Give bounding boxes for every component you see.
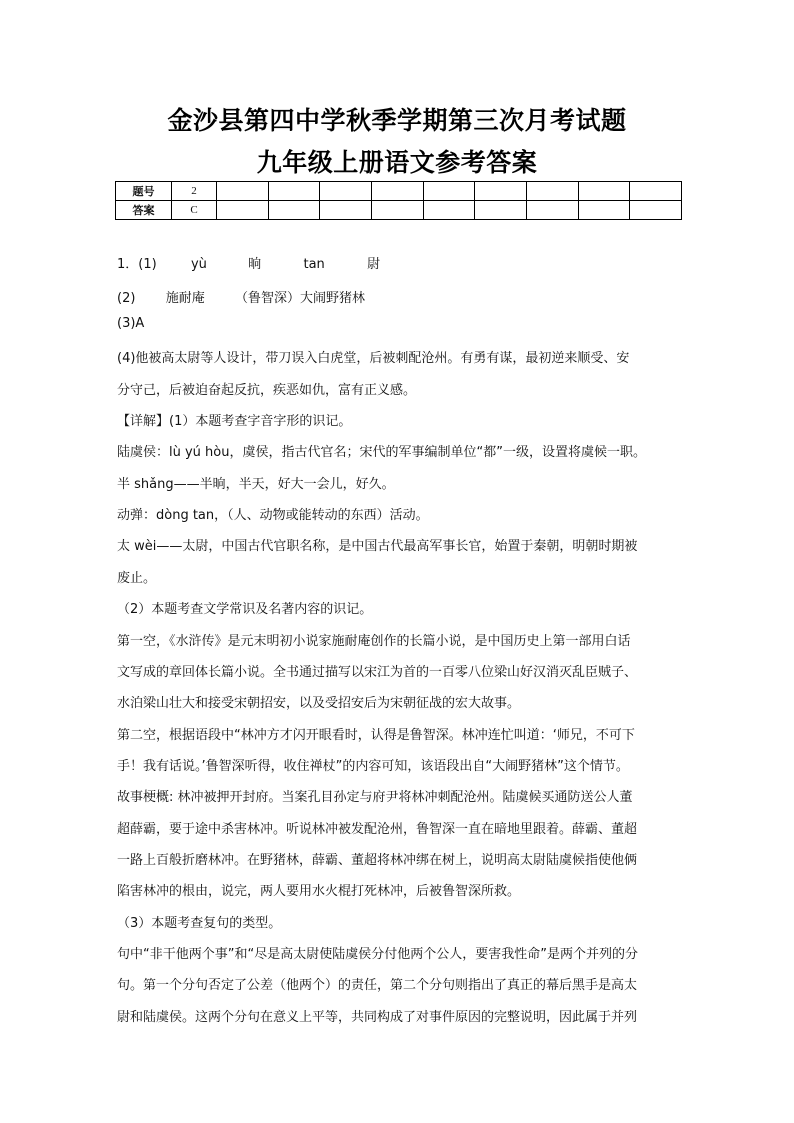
text-line: 半 shǎng——半晌，半天，好大一会儿，好久。 [117,477,395,492]
table-cell [526,201,578,220]
text-line: 故事梗概: 林冲被押开封府。当案孔目孙定与府尹将林冲刺配沧州。陆虞候买通防送公人董 [117,790,633,805]
text-line: 动弹：dòng tan，（人、动物或能转动的东西）活动。 [117,508,429,523]
table-cell [423,182,475,201]
table-row [116,182,682,201]
answer-line-q2 [117,287,365,306]
q1-item: 晌 [248,257,262,272]
text-line: 水泊梁山壮大和接受宋朝招安，以及受招安后为宋朝征战的宏大故事。 [117,696,521,711]
text-line: 分守己，后被迫奋起反抗，疾恶如仇，富有正义感。 [117,383,417,398]
table-cell [320,201,372,220]
text-line: 陆虞侯：lù yú hòu，虞侯，指古代官名；宋代的军事编制单位“都”一级，设置将虞候一职。 [117,445,646,460]
q2-label: (2) [117,291,136,306]
text-line: 文写成的章回体长篇小说。全书通过描写以宋江为首的一百零八位梁山好汉消灭乱臣贼子、 [117,665,638,680]
q1-item: 尉 [367,257,381,272]
table-cell [371,182,423,201]
answer-line-q1 [117,253,380,272]
table-cell: 2 [172,182,217,201]
table-cell [630,201,682,220]
table-cell [630,182,682,201]
table-cell [268,182,320,201]
q1-item: yù [190,257,207,272]
table-row [116,201,682,220]
text-line: 句。第一个分句否定了公差（他两个）的责任，第二个分句则指出了真正的幕后黑手是高太 [117,978,638,993]
table-cell: C [172,201,217,220]
table-cell [526,182,578,201]
text-line: （2）本题考查文学常识及名著内容的识记。 [117,602,373,617]
table-cell [217,182,269,201]
text-line: (4)他被高太尉等人设计，带刀误入白虎堂，后被刺配沧州。有勇有谋，最初逆来顺受、安 [117,351,630,366]
table-cell [475,182,527,201]
table-cell [320,182,372,201]
text-line: 第二空，根据语段中“林冲方才闪开眼看时，认得是鲁智深。林冲连忙叫道：‘师兄，不可下 [117,728,635,743]
table-cell [268,201,320,220]
table-cell: 答案 [116,201,172,220]
page-title: 金沙县第四中学秋季学期第三次月考试题 [167,106,627,135]
answer-table [115,181,682,220]
text-line: 尉和陆虞侯。这两个分句在意义上平等，共同构成了对事件原因的完整说明，因此属于并列 [117,1010,638,1025]
text-line: 手！我有话说。’鲁智深听得，收住禅杖”的内容可知，该语段出自“大闹野猪林”这个情节。 [117,759,629,774]
q1-label: 1．(1) [117,257,157,272]
text-line: 废止。 [117,571,157,586]
q1-item: tan [303,257,325,272]
text-line: 太 wèi——太尉，中国古代官职名称，是中国古代最高军事长官，始置于秦朝，明朝时期被 [117,539,638,554]
table-cell: 题号 [116,182,172,201]
table-cell [578,182,630,201]
text-line: （3）本题考查复句的类型。 [117,916,282,931]
text-line: (3)A [117,316,145,331]
q2-answer: （鲁智深）大闹野猪林 [235,291,366,306]
table-cell [217,201,269,220]
page-subtitle: 九年级上册语文参考答案 [256,148,538,177]
text-line: 【详解】(1）本题考查字音字形的识记。 [117,414,352,429]
q2-answer: 施耐庵 [165,291,205,306]
text-line: 陷害林冲的根由，说完，两人要用水火棍打死林冲，后被鲁智深所救。 [117,884,521,899]
table-cell [371,201,423,220]
text-line: 句中“非干他两个事”和“尽是高太尉使陆虞侯分付他两个公人，要害我性命”是两个并列的分 [117,947,638,962]
table-cell [475,201,527,220]
table-cell [578,201,630,220]
text-line: 超薛霸，要于途中杀害林冲。听说林冲被发配沧州，鲁智深一直在暗地里跟着。薛霸、董超 [117,822,638,837]
table-cell [423,201,475,220]
text-line: 一路上百般折磨林冲。在野猪林，薛霸、董超将林冲绑在树上，说明高太尉陆虞候指使他俩 [117,853,638,868]
text-line: 第一空，《水浒传》是元末明初小说家施耐庵创作的长篇小说，是中国历史上第一部用白话 [117,634,631,649]
